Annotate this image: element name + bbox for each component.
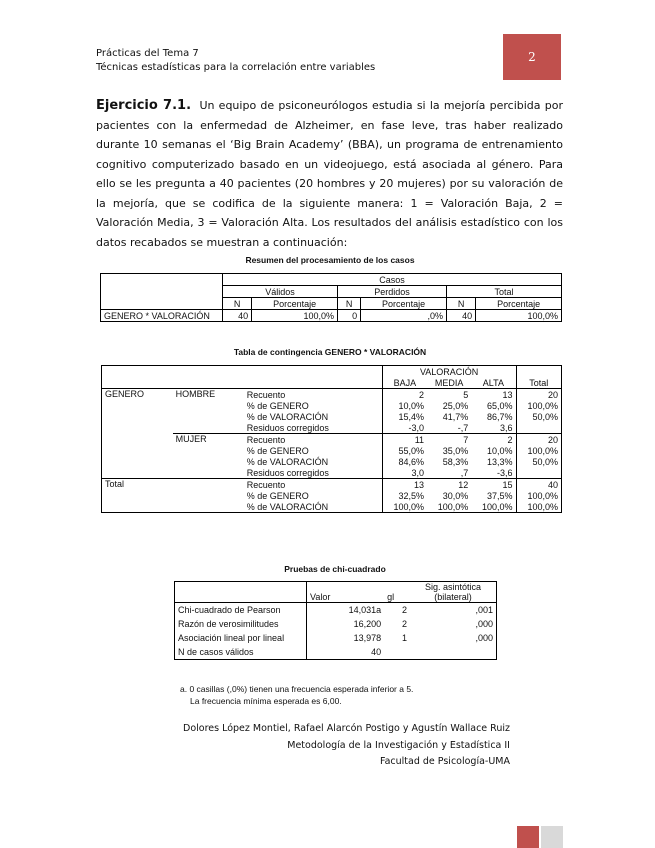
chi-table	[174, 581, 497, 660]
page-number: 2	[503, 34, 561, 80]
cell: 84,6%	[398, 456, 425, 467]
cell: 40	[446, 310, 475, 322]
cell: -3,6	[471, 467, 516, 479]
cell: ,000	[475, 619, 493, 629]
cell: -3,0	[408, 422, 425, 433]
cell: 5	[463, 389, 469, 400]
table-row	[102, 479, 562, 491]
col-header: Total	[516, 366, 561, 389]
col-group: VALORACIÓN	[419, 366, 479, 377]
cell: % de VALORACIÓN	[244, 411, 382, 422]
table-row	[175, 617, 497, 631]
cell: 13	[471, 389, 516, 401]
chi-title: Pruebas de chi-cuadrado	[284, 564, 386, 574]
cell: 100,0%	[252, 310, 338, 322]
table-row	[175, 631, 497, 645]
cell: 15,4%	[398, 411, 425, 422]
cell: ,001	[475, 605, 493, 615]
col-group: Casos	[223, 274, 562, 286]
cell: 2	[401, 605, 407, 615]
cell: 100,0%	[393, 501, 425, 512]
cell: 40	[516, 479, 561, 491]
cell: 10,0%	[471, 445, 516, 456]
cell: Recuento	[244, 479, 382, 491]
cell: % de VALORACIÓN	[244, 501, 382, 513]
cell: Sig. asintótica (bilateral)	[424, 582, 482, 602]
cell: 13	[382, 479, 427, 491]
cell: 40	[223, 310, 252, 322]
cell: BAJA	[393, 377, 417, 388]
cell: 16,200	[353, 619, 382, 629]
table-row	[175, 603, 497, 618]
cell: 14,031a	[348, 605, 382, 615]
cell: ,7	[460, 467, 469, 478]
cell: 7	[427, 434, 471, 446]
contingency-table	[101, 365, 562, 513]
cell: 50,0%	[532, 411, 558, 422]
cell: Recuento	[244, 434, 382, 446]
cell: Residuos corregidos	[244, 467, 382, 479]
cell: MEDIA	[434, 377, 464, 388]
cell: 100,0%	[437, 501, 469, 512]
cell: ,000	[475, 633, 493, 643]
cell: ALTA	[482, 377, 504, 388]
cell: 2	[471, 434, 516, 446]
cell: Porcentaje	[497, 298, 541, 309]
summary-title: Resumen del procesamiento de los casos	[245, 255, 415, 265]
cell: 20	[547, 389, 558, 400]
cell: 40	[371, 647, 382, 657]
cell: 65,0%	[471, 400, 516, 411]
footer-red-block	[517, 826, 539, 848]
var-label: GENERO	[105, 389, 145, 399]
cell: 35,0%	[442, 445, 469, 456]
cell: 100,0%	[527, 445, 558, 456]
cell: 13,978	[353, 633, 382, 643]
cell: 100,0%	[527, 490, 558, 501]
cell: 3,0	[411, 467, 425, 478]
cell: Valor	[310, 592, 331, 602]
cell: % de VALORACIÓN	[244, 456, 382, 467]
cell: 32,5%	[398, 490, 425, 501]
cell: Recuento	[244, 389, 382, 401]
cell: 37,5%	[471, 490, 516, 501]
group-label: HOMBRE	[175, 389, 216, 399]
cell: 20	[516, 434, 561, 446]
cell	[410, 645, 497, 660]
cell: -,7	[457, 422, 469, 433]
chi-note: a. 0 casillas (,0%) tienen una frecuencia esperada inferior a 5.	[180, 684, 414, 694]
cell: % de GENERO	[244, 445, 382, 456]
cell: % de GENERO	[244, 400, 382, 411]
cell: N	[223, 298, 252, 310]
table-row	[102, 389, 562, 401]
footer-authors: Dolores López Montiel, Rafael Alarcón Postigo y Agustín Wallace Ruiz	[183, 723, 510, 734]
cell: 3,6	[471, 422, 516, 434]
cell: 10,0%	[398, 400, 425, 411]
cell: 58,3%	[442, 456, 469, 467]
total-label: Total	[102, 479, 244, 513]
summary-table	[100, 273, 562, 322]
cell: 1	[401, 633, 407, 643]
cell: 12	[427, 479, 471, 491]
cell	[516, 422, 561, 434]
cell: 25,0%	[442, 400, 469, 411]
cell: N de casos válidos	[175, 645, 307, 660]
group-label: MUJER	[173, 434, 244, 479]
cell: 41,7%	[442, 411, 469, 422]
cell: 30,0%	[442, 490, 469, 501]
cell: 86,7%	[471, 411, 516, 422]
cell: 11	[382, 434, 427, 446]
col-group: Válidos	[223, 286, 338, 298]
table-row	[175, 645, 497, 660]
col-group: Perdidos	[338, 286, 447, 298]
cell: Razón de verosimilitudes	[175, 617, 307, 631]
cell: Porcentaje	[361, 298, 447, 310]
cell: ,0%	[361, 310, 447, 322]
footer-gray-block	[541, 826, 563, 848]
contingency-title: Tabla de contingencia GENERO * VALORACIÓN	[233, 347, 427, 357]
cell: 100,0%	[527, 501, 558, 512]
cell: 100,0%	[527, 400, 558, 411]
row-label: GENERO * VALORACIÓN	[101, 310, 223, 322]
header-subtitle: Técnicas estadísticas para la correlación entre variables	[96, 62, 376, 73]
cell: 50,0%	[532, 456, 558, 467]
cell: 55,0%	[398, 445, 425, 456]
cell: Residuos corregidos	[244, 422, 382, 434]
cell: gl	[387, 592, 395, 602]
cell: 15	[471, 479, 516, 491]
cell: 2	[401, 619, 407, 629]
exercise-text: Un equipo de psiconeurólogos estudia si la mejoría percibida por pacientes con la enfermedad de Alzheimer, en fase leve, tras haber realizado durante 10 semanas el ‘Big Brain Academy’ (BBA), un programa de entrenamiento cognitivo computerizado basado en un videojuego, está asociada al género. Para ello se les pregunta a 40 pacientes (20 hombres y 20 mujeres) por su valoración de la mejoría, que se codifica de la siguiente manera: 1 = Valoración Baja, 2 = Valoración Media, 3 = Valoración Alta. Los resultados del análisis estadístico con los datos recabados se muestran a continuación:	[96, 99, 563, 249]
cell: 2	[419, 389, 425, 400]
cell: Asociación lineal por lineal	[175, 631, 307, 645]
cell: Porcentaje	[252, 298, 338, 310]
col-group: Total	[446, 286, 561, 298]
cell: % de GENERO	[244, 490, 382, 501]
cell	[384, 645, 410, 660]
cell: 13,3%	[471, 456, 516, 467]
cell	[516, 467, 561, 479]
cell: N	[446, 298, 475, 310]
exercise-paragraph	[96, 96, 563, 252]
cell: 100,0%	[476, 310, 562, 322]
cell: N	[338, 298, 361, 310]
chi-note: La frecuencia mínima esperada es 6,00.	[190, 696, 342, 706]
cell: 0	[338, 310, 361, 322]
cell: Chi-cuadrado de Pearson	[175, 603, 307, 618]
footer-faculty: Facultad de Psicología-UMA	[380, 756, 510, 767]
exercise-label: Ejercicio 7.1.	[96, 98, 192, 113]
cell: 100,0%	[471, 501, 516, 513]
footer-book: Metodología de la Investigación y Estadística II	[287, 740, 510, 751]
header-title: Prácticas del Tema 7	[96, 48, 199, 59]
